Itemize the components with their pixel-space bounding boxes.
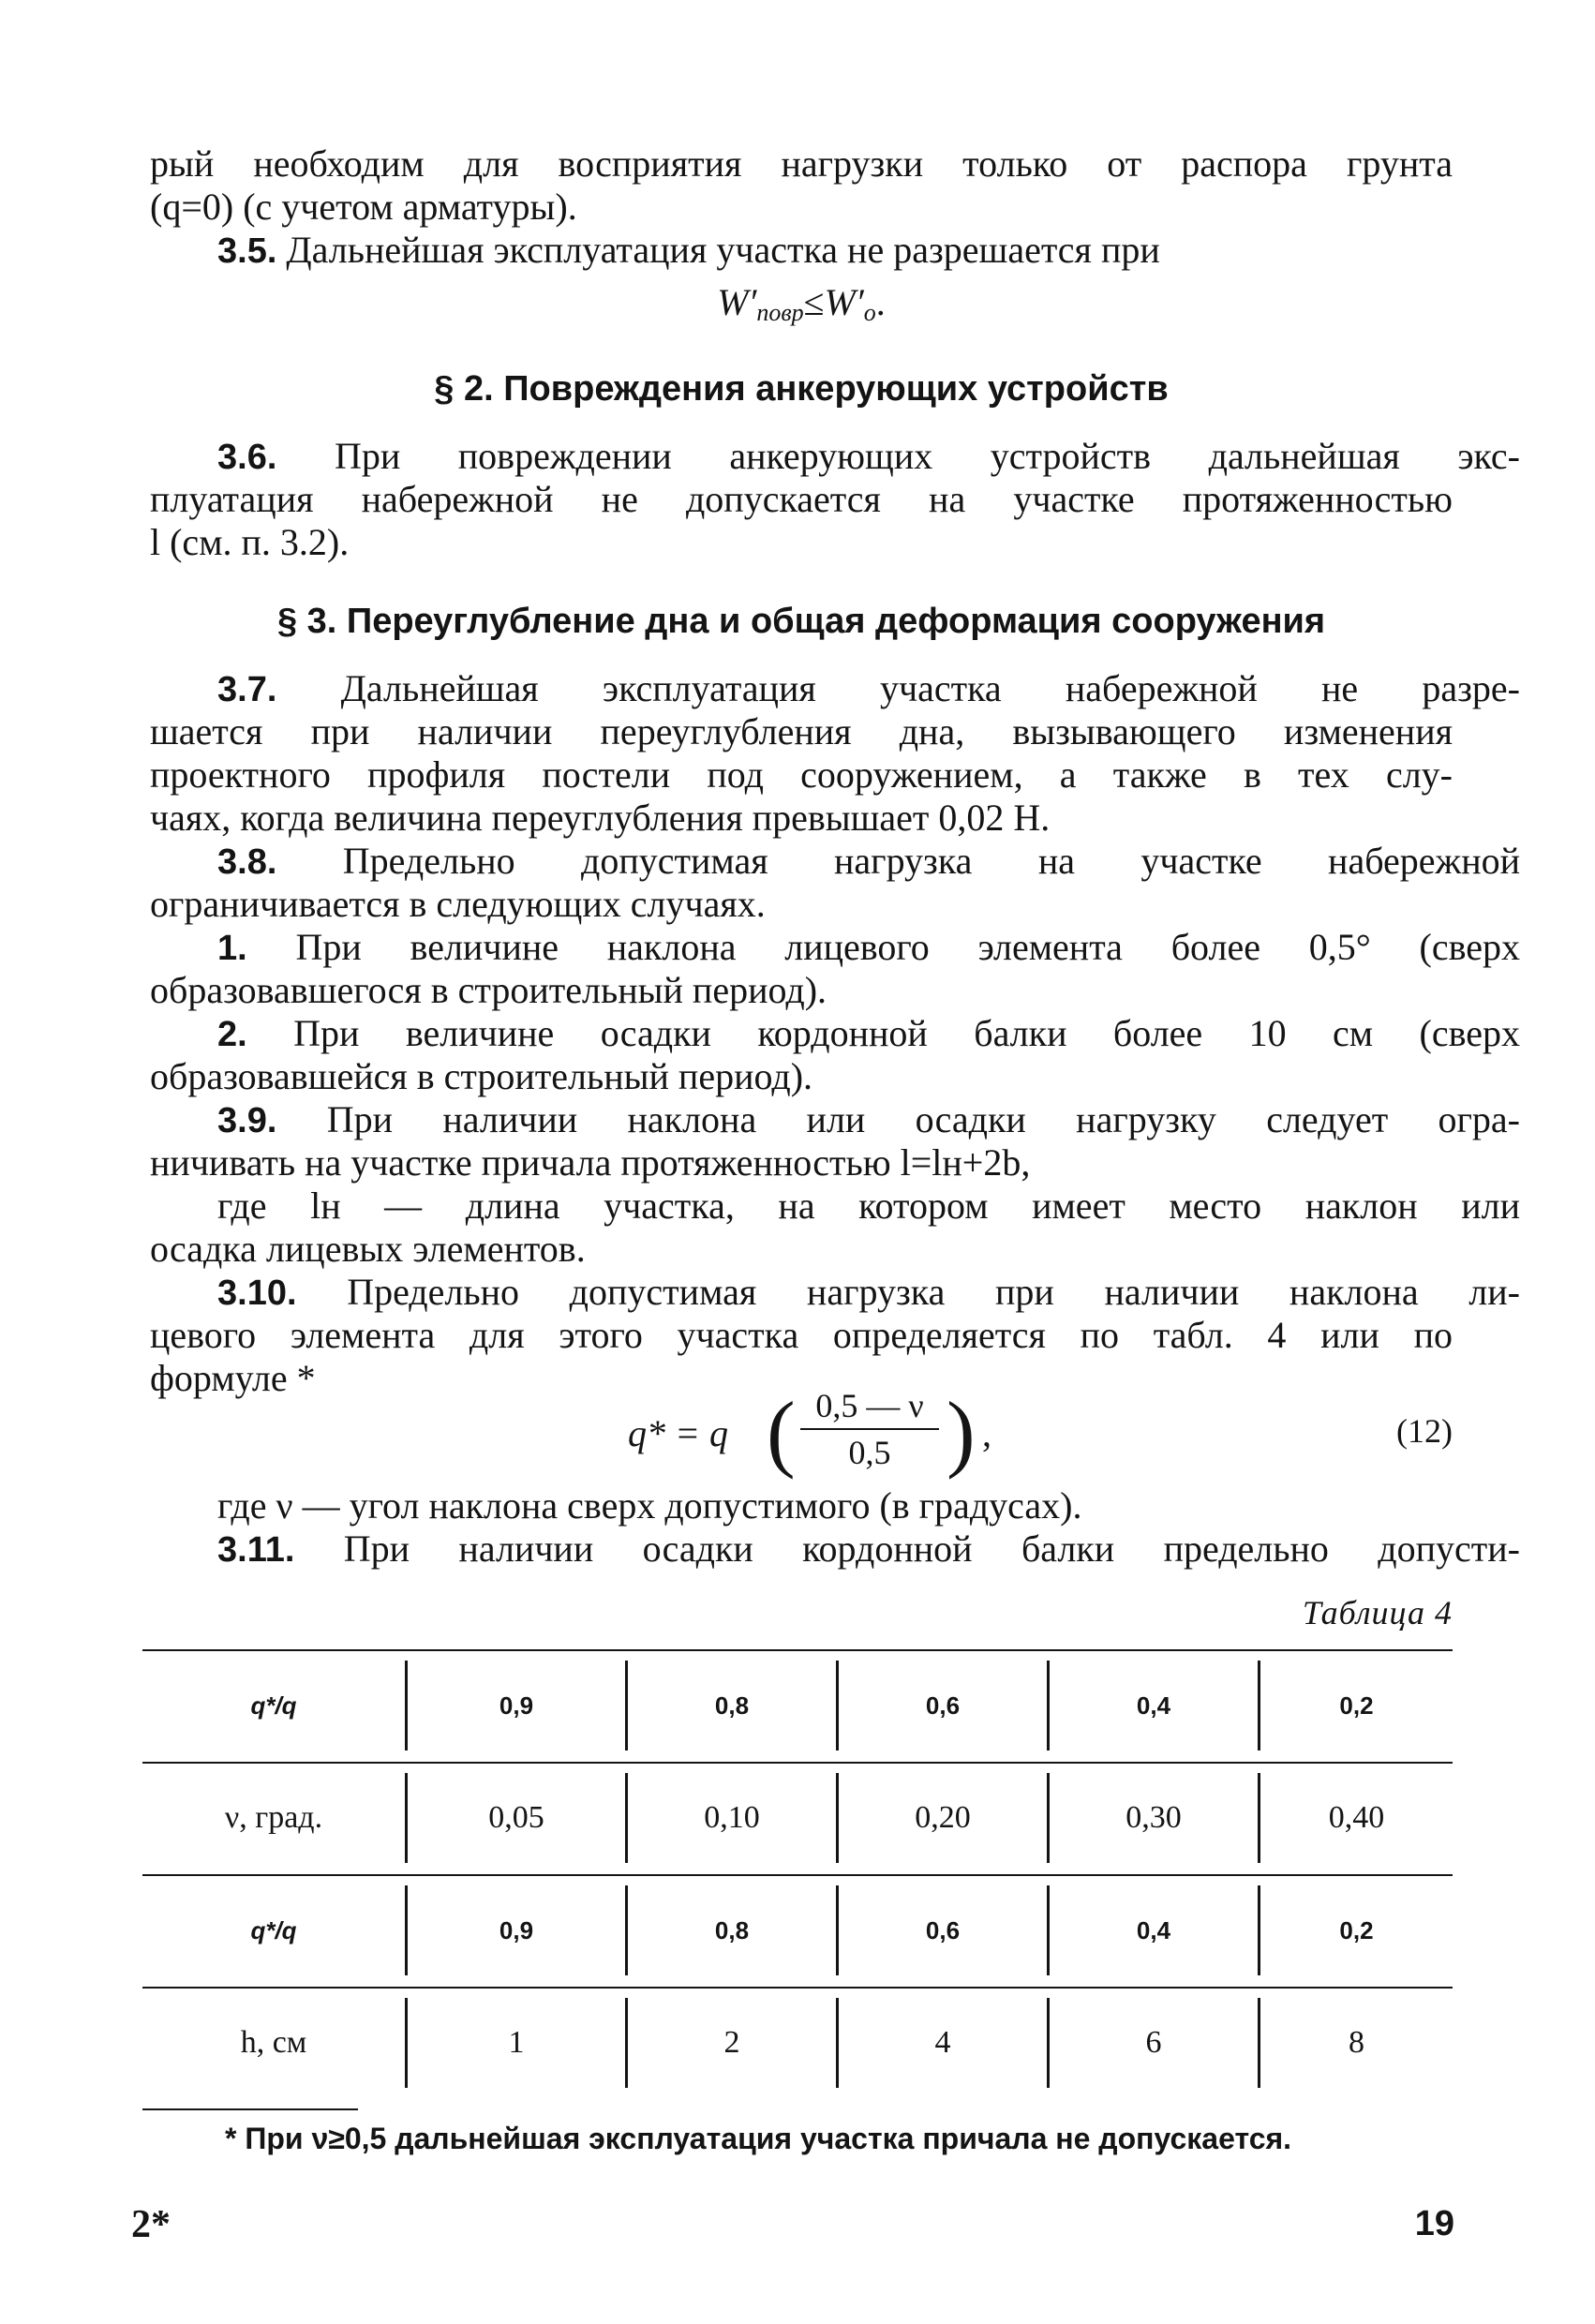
paragraph-after-12: [150, 1484, 1520, 1527]
table-cell: 0,05: [488, 1800, 544, 1835]
section-heading-3: § 3. Переуглубление дна и общая деформация сооружения: [276, 602, 1326, 641]
paragraph-3-9-where: [150, 1184, 1520, 1228]
text-line: образовавшейся в строительный период).: [150, 1055, 813, 1097]
table-cell: 0,8: [714, 1691, 750, 1720]
text-line: где ν — угол наклона сверх допустимого (в градусах).: [217, 1484, 1082, 1527]
footnote-rule: [142, 2108, 358, 2110]
clause-number: 3.5.: [217, 231, 277, 271]
text-line: ограничивается в следующих случаях.: [150, 883, 766, 925]
text-line: При наличии осадки кордонной балки предельно допусти-: [343, 1527, 1520, 1570]
section-heading-2: § 2. Повреждения анкерующих устройств: [434, 369, 1169, 409]
text-line: шается при наличии переуглубления дна, вызывающего изменения: [150, 710, 1453, 752]
fraction-numerator: 0,5 — ν: [815, 1387, 924, 1424]
text-line: где lн — длина участка, на котором имеет место наклон или: [217, 1184, 1520, 1227]
table-cell: 0,6: [925, 1691, 961, 1720]
paragraph-3-11: [150, 1527, 1520, 1572]
text-line: образовавшегося в строительный период).: [150, 969, 827, 1011]
paragraph-intro: [150, 142, 1453, 229]
text-line: осадка лицевых элементов.: [150, 1228, 586, 1270]
clause-number: 3.6.: [217, 438, 277, 477]
table-row-label: h, см: [240, 2025, 307, 2060]
table-row-label: ν, град.: [224, 1800, 323, 1835]
text-line: Предельно допустимая нагрузка на участке набережной: [342, 840, 1521, 882]
text-line: Предельно допустимая нагрузка при наличии наклона ли-: [347, 1271, 1520, 1313]
paragraph-3-8-cont: [150, 883, 1453, 926]
list-item-2-cont: [150, 1055, 1453, 1098]
item-number: 2.: [217, 1015, 247, 1054]
formula-lhs: q* = q: [628, 1412, 728, 1454]
text-line: ничивать на участке причала протяженностью l=lн+2b,: [150, 1141, 1031, 1184]
table-cell: 0,20: [915, 1800, 971, 1835]
clause-number: 3.11.: [217, 1530, 295, 1570]
text-line: чаях, когда величина переуглубления превышает 0,02 H.: [150, 797, 1051, 839]
table-cell: 0,2: [1339, 1691, 1374, 1720]
table-cell: 2: [723, 2025, 740, 2060]
table-cell: 0,9: [499, 1915, 534, 1944]
formula-tail: ,: [982, 1412, 991, 1454]
paragraph-3-5: [150, 229, 1520, 273]
page-number: 19: [1414, 2204, 1454, 2243]
clause-number: 3.9.: [217, 1101, 277, 1140]
text-line: Дальнейшая эксплуатация участка набережной не разре-: [340, 667, 1520, 709]
fraction-bar: [800, 1428, 939, 1430]
signature-mark: 2*: [131, 2203, 171, 2246]
paragraph-3-9-cont: [150, 1141, 1453, 1184]
table-cell: 0,6: [925, 1915, 961, 1944]
table-cell: 6: [1145, 2025, 1162, 2060]
table-cell: 0,8: [714, 1915, 750, 1944]
footnote: * При ν≥0,5 дальнейшая эксплуатация участка причала не допускается.: [225, 2122, 1292, 2155]
formula-fraction: [795, 1385, 945, 1473]
list-item-1: [150, 926, 1520, 970]
paragraph-3-8: [150, 840, 1520, 884]
table-cell: 0,9: [499, 1691, 534, 1720]
text-line: проектного профиля постели под сооружением, а также в тех слу-: [150, 753, 1453, 796]
text-line: l (см. п. 3.2).: [150, 521, 350, 563]
list-item-2: [150, 1012, 1520, 1056]
right-paren: ): [947, 1384, 976, 1480]
text-line: При величине осадки кордонной балки более 10 см (сверх: [293, 1012, 1521, 1054]
table-cell: 0,4: [1136, 1915, 1171, 1944]
text-line: формуле *: [150, 1357, 316, 1399]
left-paren: (: [767, 1384, 796, 1480]
item-number: 1.: [217, 929, 247, 968]
clause-number: 3.8.: [217, 842, 277, 882]
text-line: При величине наклона лицевого элемента более 0,5° (сверх: [295, 926, 1521, 968]
paragraph-3-7-cont: [150, 710, 1453, 840]
table-row-label: q*/q: [250, 1915, 297, 1944]
paragraph-3-9: [150, 1098, 1520, 1142]
text-line: При наличии наклона или осадки нагрузку следует огра-: [326, 1098, 1521, 1140]
text-line: (q=0) (с учетом арматуры).: [150, 186, 577, 228]
fraction-denominator: 0,5: [848, 1434, 891, 1471]
list-item-1-cont: [150, 969, 1453, 1012]
paragraph-3-6-cont: [150, 478, 1453, 564]
paragraph-3-6: [150, 435, 1520, 479]
text-line: цевого элемента для этого участка определяется по табл. 4 или по: [150, 1314, 1453, 1356]
clause-number: 3.10.: [217, 1274, 297, 1313]
paragraph-3-9-end: [150, 1228, 1453, 1271]
table-cell: 4: [934, 2025, 951, 2060]
clause-number: 3.7.: [217, 670, 277, 709]
table-cell: 0,4: [1136, 1691, 1171, 1720]
table-cell: 1: [508, 2025, 525, 2060]
text-line: Дальнейшая эксплуатация участка не разрешается при: [286, 229, 1160, 271]
text-line: При повреждении анкерующих устройств дальнейшая экс-: [334, 435, 1520, 477]
table-caption: Таблица 4: [1302, 1594, 1453, 1631]
table-cell: 0,40: [1328, 1800, 1385, 1835]
text-line: плуатация набережной не допускается на участке протяженностью: [150, 478, 1453, 520]
equation-number: (12): [1396, 1412, 1453, 1450]
table-cell: 0,10: [704, 1800, 760, 1835]
table-row-label: q*/q: [250, 1691, 297, 1720]
text-line: рый необходим для восприятия нагрузки только от распора грунта: [150, 142, 1453, 185]
paragraph-3-10: [150, 1271, 1520, 1315]
paragraph-3-7: [150, 667, 1520, 711]
table-cell: 0,30: [1125, 1800, 1182, 1835]
table-cell: 0,2: [1339, 1915, 1374, 1944]
table-cell: 8: [1349, 2025, 1364, 2060]
formula-w: $W'_{повр}\le W'_о$.: [717, 281, 886, 326]
